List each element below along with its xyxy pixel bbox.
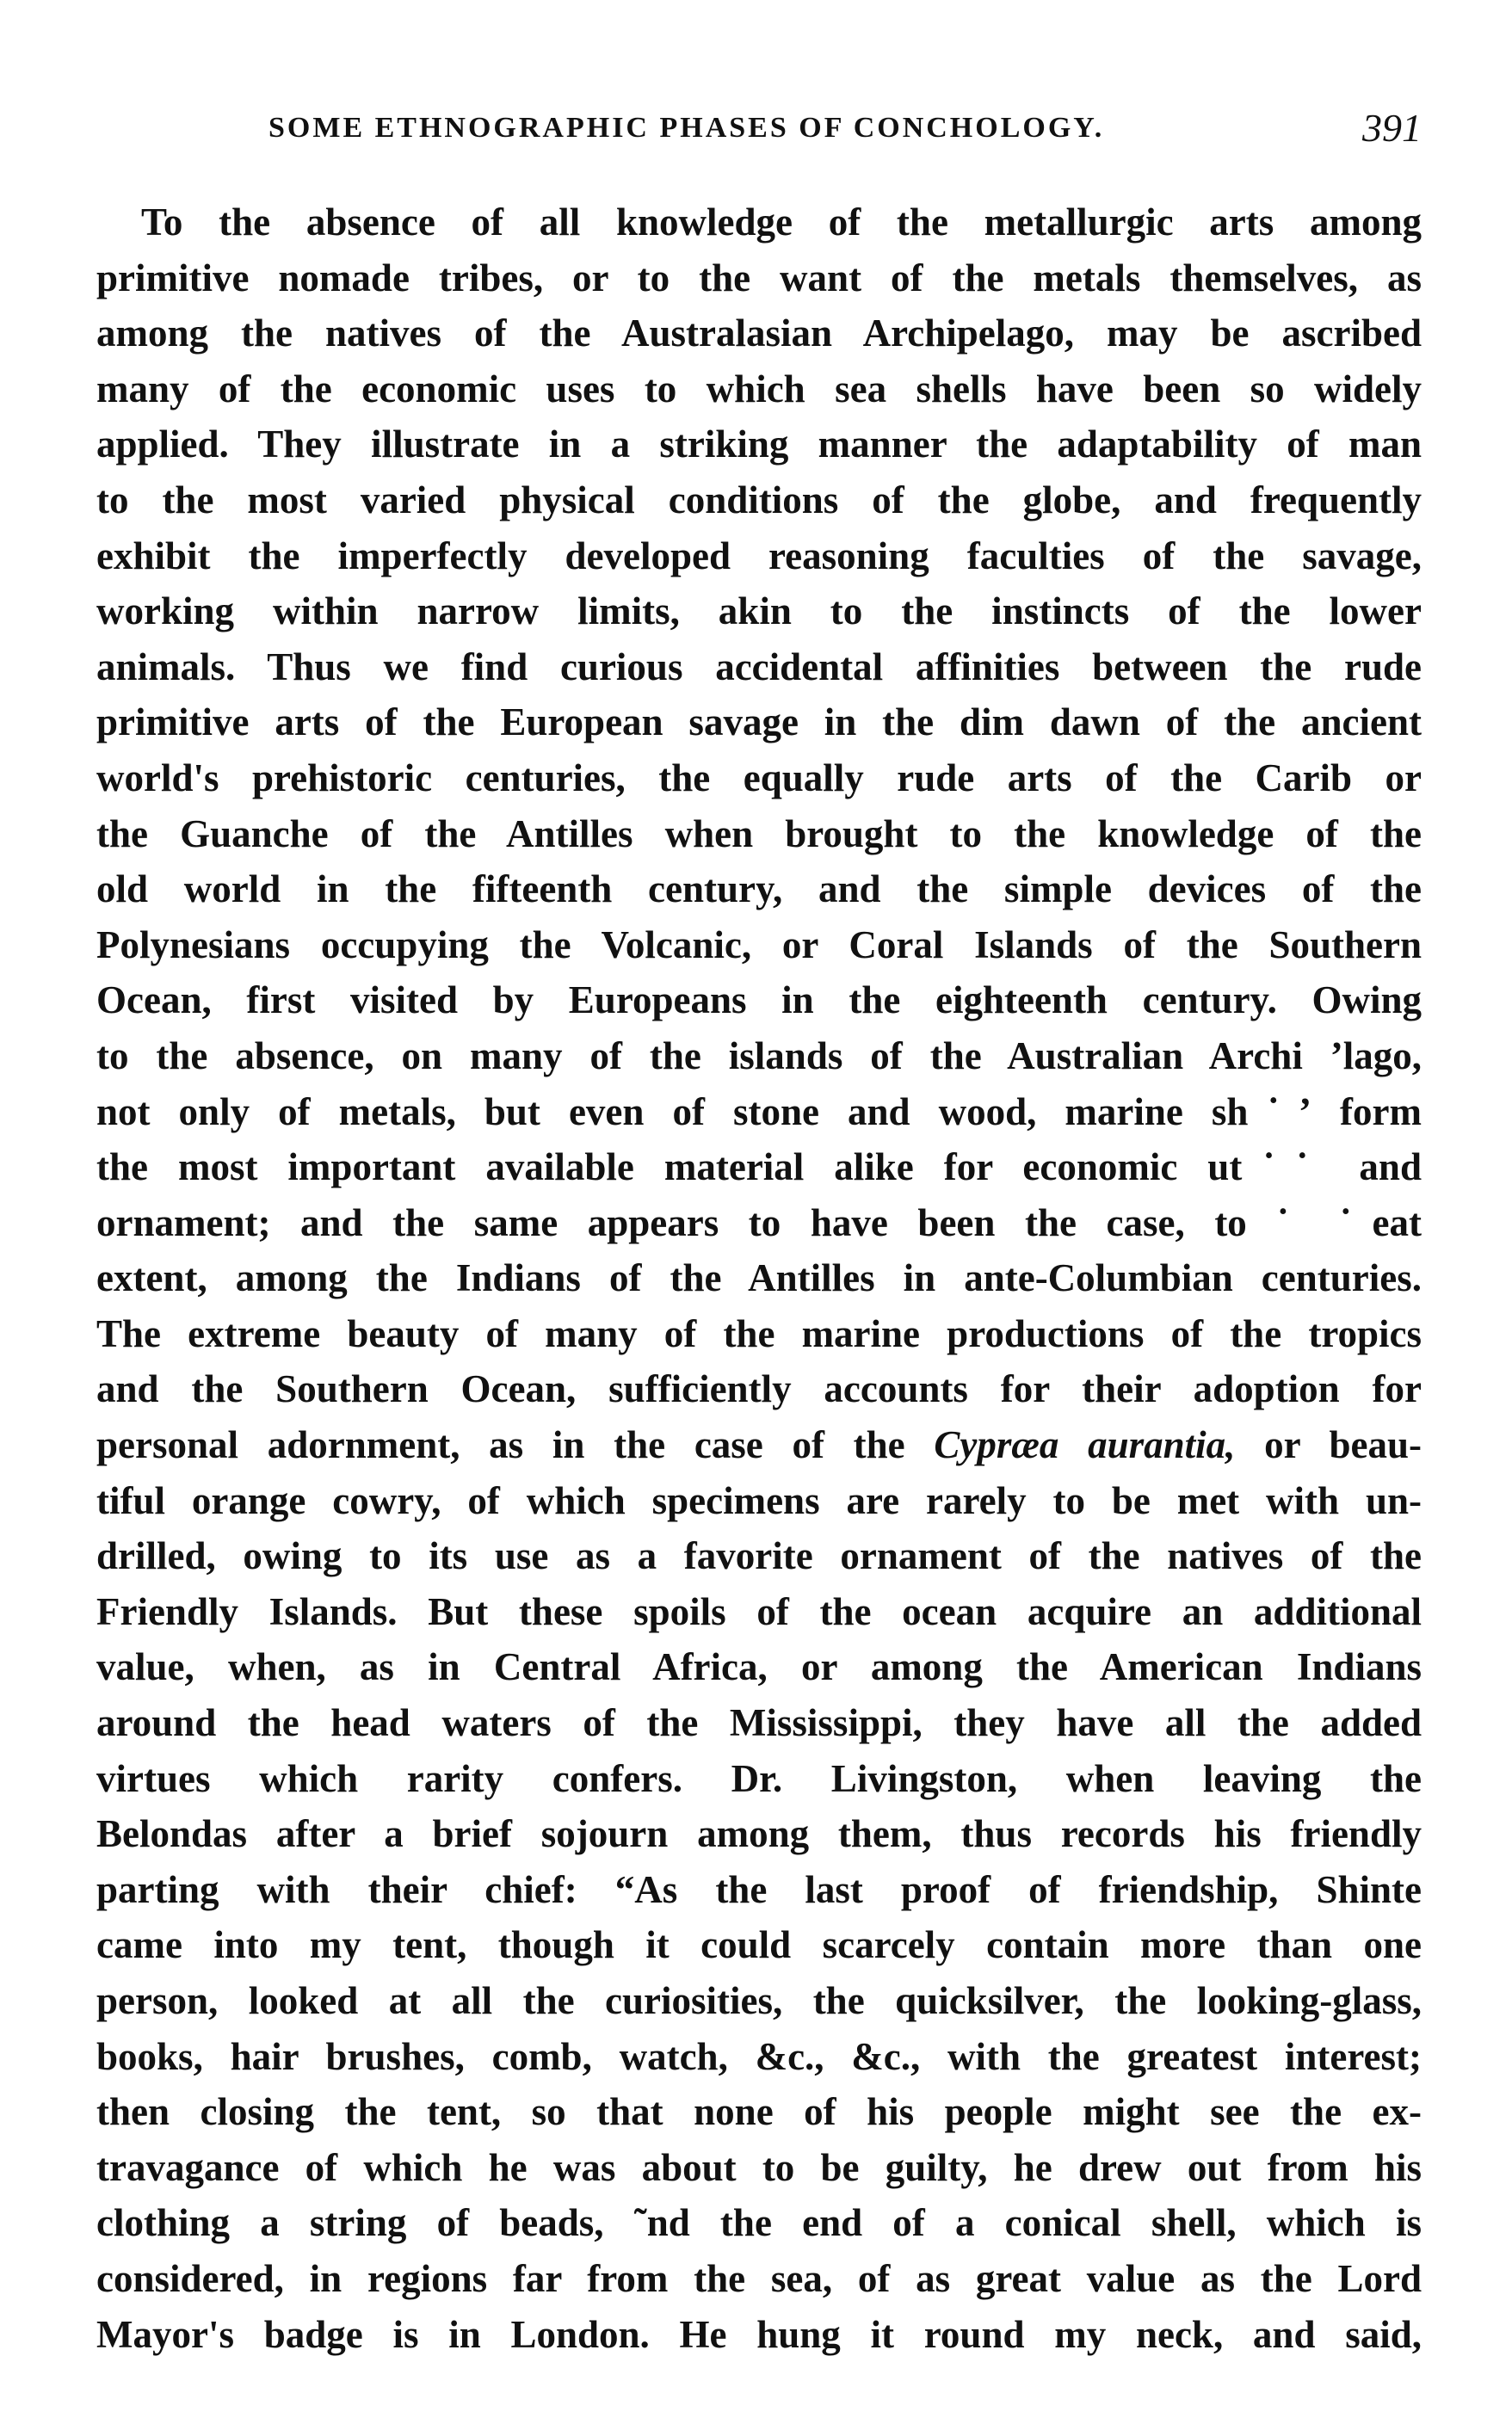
running-title: SOME ETHNOGRAPHIC PHASES OF CONCHOLOGY. bbox=[268, 112, 1105, 144]
text-line: old world in the fifteenth century, and the simple devices of the bbox=[96, 867, 1422, 911]
text-line: came into my tent, though it could scarcely contain more than one bbox=[96, 1923, 1422, 1967]
text-line: applied. They illustrate in a striking manner the adaptability of man bbox=[96, 423, 1422, 466]
text-line: value, when, as in Central Africa, or among the American Indians bbox=[96, 1645, 1422, 1689]
text-line: ornament; and the same appears to have been the case, to ˙ ˙eat bbox=[96, 1200, 1422, 1244]
text-line: world's prehistoric centuries, the equally rude arts of the Carib or bbox=[96, 756, 1422, 799]
text-line: to the absence, on many of the islands of the Australian Archi ʼlago, bbox=[96, 1033, 1422, 1077]
text-line: working within narrow limits, akin to the instincts of the lower bbox=[96, 589, 1422, 633]
text-line: animals. Thus we find curious accidental affinities between the rude bbox=[96, 645, 1422, 688]
text-line: parting with their chief: “As the last proof of friendship, Shinte bbox=[96, 1867, 1422, 1911]
text-line: primitive nomade tribes, or to the want of the metals themselves, as bbox=[96, 256, 1422, 299]
text-line: not only of metals, but even of stone and wood, marine sh˙ʼ form bbox=[96, 1089, 1422, 1133]
text-line: the Guanche of the Antilles when brought to the knowledge of the bbox=[96, 811, 1422, 855]
text-segment: or beau- bbox=[1235, 1423, 1422, 1467]
text-line: books, hair brushes, comb, watch, &c., &c., with the greatest interest; bbox=[96, 2034, 1422, 2078]
text-line: the most important available material alike for economic ut˙˙ and bbox=[96, 1145, 1422, 1189]
text-line: drilled, owing to its use as a favorite ornament of the natives of the bbox=[96, 1534, 1422, 1578]
text-line: person, looked at all the curiosities, the quicksilver, the looking-glass, bbox=[96, 1979, 1422, 2022]
text-line: then closing the tent, so that none of his people might see the ex- bbox=[96, 2090, 1422, 2134]
text-line: to the most varied physical conditions of the globe, and frequently bbox=[96, 478, 1422, 521]
text-line: exhibit the imperfectly developed reasoning faculties of the savage, bbox=[96, 534, 1422, 577]
page-number: 391 bbox=[1362, 106, 1422, 150]
text-line: Belondas after a brief sojourn among them, thus records his friendly bbox=[96, 1812, 1422, 1856]
text-line: The extreme beauty of many of the marine productions of the tropics bbox=[96, 1311, 1422, 1355]
text-line: virtues which rarity confers. Dr. Livingston, when leaving the bbox=[96, 1756, 1422, 1800]
text-segment: personal adornment, as in the case of the bbox=[96, 1423, 935, 1467]
text-line: many of the economic uses to which sea shells have been so widely bbox=[96, 367, 1422, 410]
text-line-mixed bbox=[96, 1417, 1422, 1473]
text-line: To the absence of all knowledge of the metallurgic arts among bbox=[141, 200, 1422, 244]
text-line: primitive arts of the European savage in the dim dawn of the ancient bbox=[96, 700, 1422, 744]
species-name: Cypræa aurantia, bbox=[934, 1423, 1236, 1467]
text-line: tiful orange cowry, of which specimens are rarely to be met with un- bbox=[96, 1478, 1422, 1522]
body-paragraph bbox=[96, 194, 1422, 2362]
text-line: Friendly Islands. But these spoils of the ocean acquire an additional bbox=[96, 1589, 1422, 1633]
text-line: around the head waters of the Mississippi, they have all the added bbox=[96, 1701, 1422, 1745]
text-line: extent, among the Indians of the Antilles in ante-Columbian centuries. bbox=[96, 1256, 1422, 1300]
text-line: travagance of which he was about to be guilty, he drew out from his bbox=[96, 2145, 1422, 2189]
text-line: Polynesians occupying the Volcanic, or Coral Islands of the Southern bbox=[96, 922, 1422, 966]
text-line: and the Southern Ocean, sufficiently accounts for their adoption for bbox=[96, 1367, 1422, 1411]
text-line: Ocean, first visited by Europeans in the eighteenth century. Owing bbox=[96, 978, 1422, 1022]
running-head bbox=[96, 105, 1422, 157]
text-line: clothing a string of beads, ˜nd the end of a conical shell, which is bbox=[96, 2201, 1422, 2245]
text-line: Mayor's badge is in London. He hung it round my neck, and said, bbox=[96, 2312, 1422, 2356]
text-line: considered, in regions far from the sea, of as great value as the Lord bbox=[96, 2256, 1422, 2300]
text-line: among the natives of the Australasian Archipelago, may be ascribed bbox=[96, 311, 1422, 355]
